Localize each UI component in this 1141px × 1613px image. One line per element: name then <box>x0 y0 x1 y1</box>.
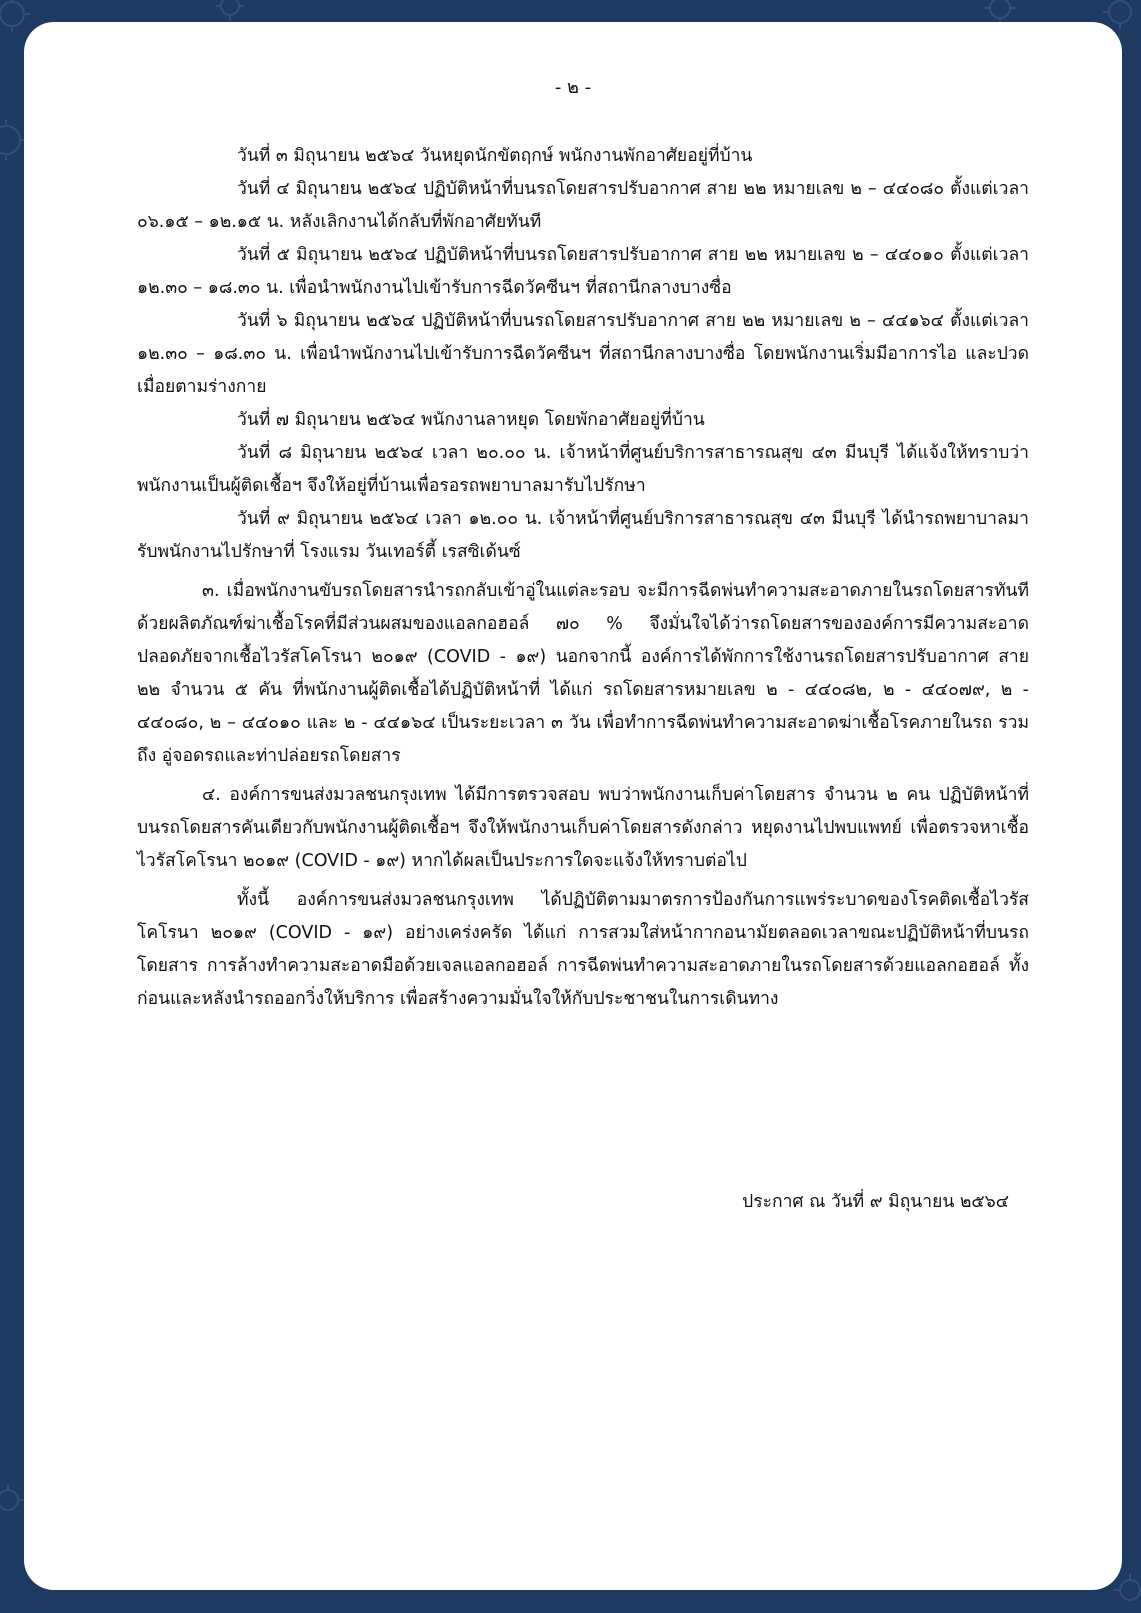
announcement-date: ประกาศ ณ วันที่ ๙ มิถุนายน ๒๕๖๔ <box>742 1192 1009 1212</box>
virus-icon <box>0 0 30 32</box>
timeline-entry: วันที่ ๓ มิถุนายน ๒๕๖๔ วันหยุดนักขัตฤกษ์ พนักงานพักอาศัยอยู่ที่บ้าน <box>237 146 753 166</box>
virus-icon <box>984 0 1016 24</box>
timeline-entry: วันที่ ๕ มิถุนายน ๒๕๖๔ ปฏิบัติหน้าที่บนรถโดยสารปรับอากาศ สาย ๒๒ หมายเลข ๒ – ๔๔๐๑๐ ตั้งแต่เวลา ๑๒.๓๐ – ๑๘.๓๐ น. เพื่อนำพนักงานไปเข้ารับการฉีดวัคซีนฯ ที่สถานีกลางบางซื่อ <box>137 245 1029 298</box>
closing-paragraph: ทั้งนี้ องค์การขนส่งมวลชนกรุงเทพ ได้ปฏิบัติตามมาตรการป้องกันการแพร่ระบาดของโรคติดเชื้อไวรัสโคโรนา ๒๐๑๙ (COVID - ๑๙) อย่างเคร่งครัด ได้แก่ การสวมใส่หน้ากากอนามัยตลอดเวลาขณะปฏิบัติหน้าที่บนรถโดยสาร การล้างทำความสะอาดมือด้วยเจลแอลกอฮอล์ การฉีดพ่นทำความสะอาดภายในรถโดยสารด้วยแอลกอฮอล์ ทั้งก่อนและหลังนำรถออกวิ่งให้บริการ เพื่อสร้างความมั่นใจให้กับประชาชนในการเดินทาง <box>137 890 1029 1009</box>
virus-icon <box>0 1484 24 1510</box>
numbered-item: ๔. องค์การขนส่งมวลชนกรุงเทพ ได้มีการตรวจสอบ พบว่าพนักงานเก็บค่าโดยสาร จำนวน ๒ คน ปฏิบัติหน้าที่บนรถโดยสารคันเดียวกับพนักงานผู้ติดเชื้อฯ จึงให้พนักงานเก็บค่าโดยสารดังกล่าว หยุดงานไปพบแพทย์ เพื่อตรวจหาเชื้อไวรัสโคโรนา ๒๐๑๙ (COVID - ๑๙) หากได้ผลเป็นประการใดจะแจ้งให้ทราบต่อไป <box>137 785 1029 871</box>
document-body <box>137 140 1029 1016</box>
timeline-entry: วันที่ ๘ มิถุนายน ๒๕๖๔ เวลา ๒๐.๐๐ น. เจ้าหน้าที่ศูนย์บริการสาธารณสุข ๔๓ มีนบุรี ได้แจ้งให้ทราบว่า พนักงานเป็นผู้ติดเชื้อฯ จึงให้อยู่ที่บ้านเพื่อรอรถพยาบาลมารับไปรักษา <box>137 443 1029 496</box>
virus-icon <box>0 120 26 160</box>
timeline-entry: วันที่ ๙ มิถุนายน ๒๕๖๔ เวลา ๑๒.๐๐ น. เจ้าหน้าที่ศูนย์บริการสาธารณสุข ๔๓ มีนบุรี ได้นำรถพยาบาลมารับพนักงานไปรักษาที่ โรงแรม วันเทอร์ตี้ เรสซิเด้นซ์ <box>137 509 1029 562</box>
numbered-item: ๓. เมื่อพนักงานขับรถโดยสารนำรถกลับเข้าอู่ในแต่ละรอบ จะมีการฉีดพ่นทำความสะอาดภายในรถโดยสารทันทีด้วยผลิตภัณฑ์ฆ่าเชื้อโรคที่มีส่วนผสมของแอลกอฮอล์ ๗๐ % จึงมั่นใจได้ว่ารถโดยสารขององค์การมีความสะอาด ปลอดภัยจากเชื้อไวรัสโคโรนา ๒๐๑๙ (COVID - ๑๙) นอกจากนี้ องค์การได้พักการใช้งานรถโดยสารปรับอากาศ สาย ๒๒ จำนวน ๕ คัน ที่พนักงานผู้ติดเชื้อได้ปฏิบัติหน้าที่ ได้แก่ รถโดยสารหมายเลข ๒ - ๔๔๐๘๒, ๒ - ๔๔๐๗๙, ๒ - ๔๔๐๘๐, ๒ – ๔๔๐๑๐ และ ๒ - ๔๔๑๖๔ เป็นระยะเวลา ๓ วัน เพื่อทำการฉีดพ่นทำความสะอาดฆ่าเชื้อโรคภายในรถ รวมถึง อู่จอดรถและท่าปล่อยรถโดยสาร <box>137 581 1029 766</box>
timeline-entry: วันที่ ๖ มิถุนายน ๒๕๖๔ ปฏิบัติหน้าที่บนรถโดยสารปรับอากาศ สาย ๒๒ หมายเลข ๒ – ๔๔๑๖๔ ตั้งแต่เวลา ๑๒.๓๐ – ๑๘.๓๐ น. เพื่อนำพนักงานไปเข้ารับการฉีดวัคซีนฯ ที่สถานีกลางบางซื่อ โดยพนักงานเริ่มมีอาการไอ และปวดเมื่อยตามร่างกาย <box>137 311 1029 397</box>
page-number: - ๒ - <box>554 77 592 98</box>
virus-icon <box>1114 1574 1140 1600</box>
timeline-entry: วันที่ ๗ มิถุนายน ๒๕๖๔ พนักงานลาหยุด โดยพักอาศัยอยู่ที่บ้าน <box>237 410 705 430</box>
virus-icon <box>216 0 244 21</box>
document-sheet <box>24 22 1122 1590</box>
virus-icon <box>1103 1 1131 29</box>
timeline-entry: วันที่ ๔ มิถุนายน ๒๕๖๔ ปฏิบัติหน้าที่บนรถโดยสารปรับอากาศ สาย ๒๒ หมายเลข ๒ – ๔๔๐๘๐ ตั้งแต่เวลา ๐๖.๑๕ – ๑๒.๑๕ น. หลังเลิกงานได้กลับที่พักอาศัยทันที <box>137 179 1029 232</box>
